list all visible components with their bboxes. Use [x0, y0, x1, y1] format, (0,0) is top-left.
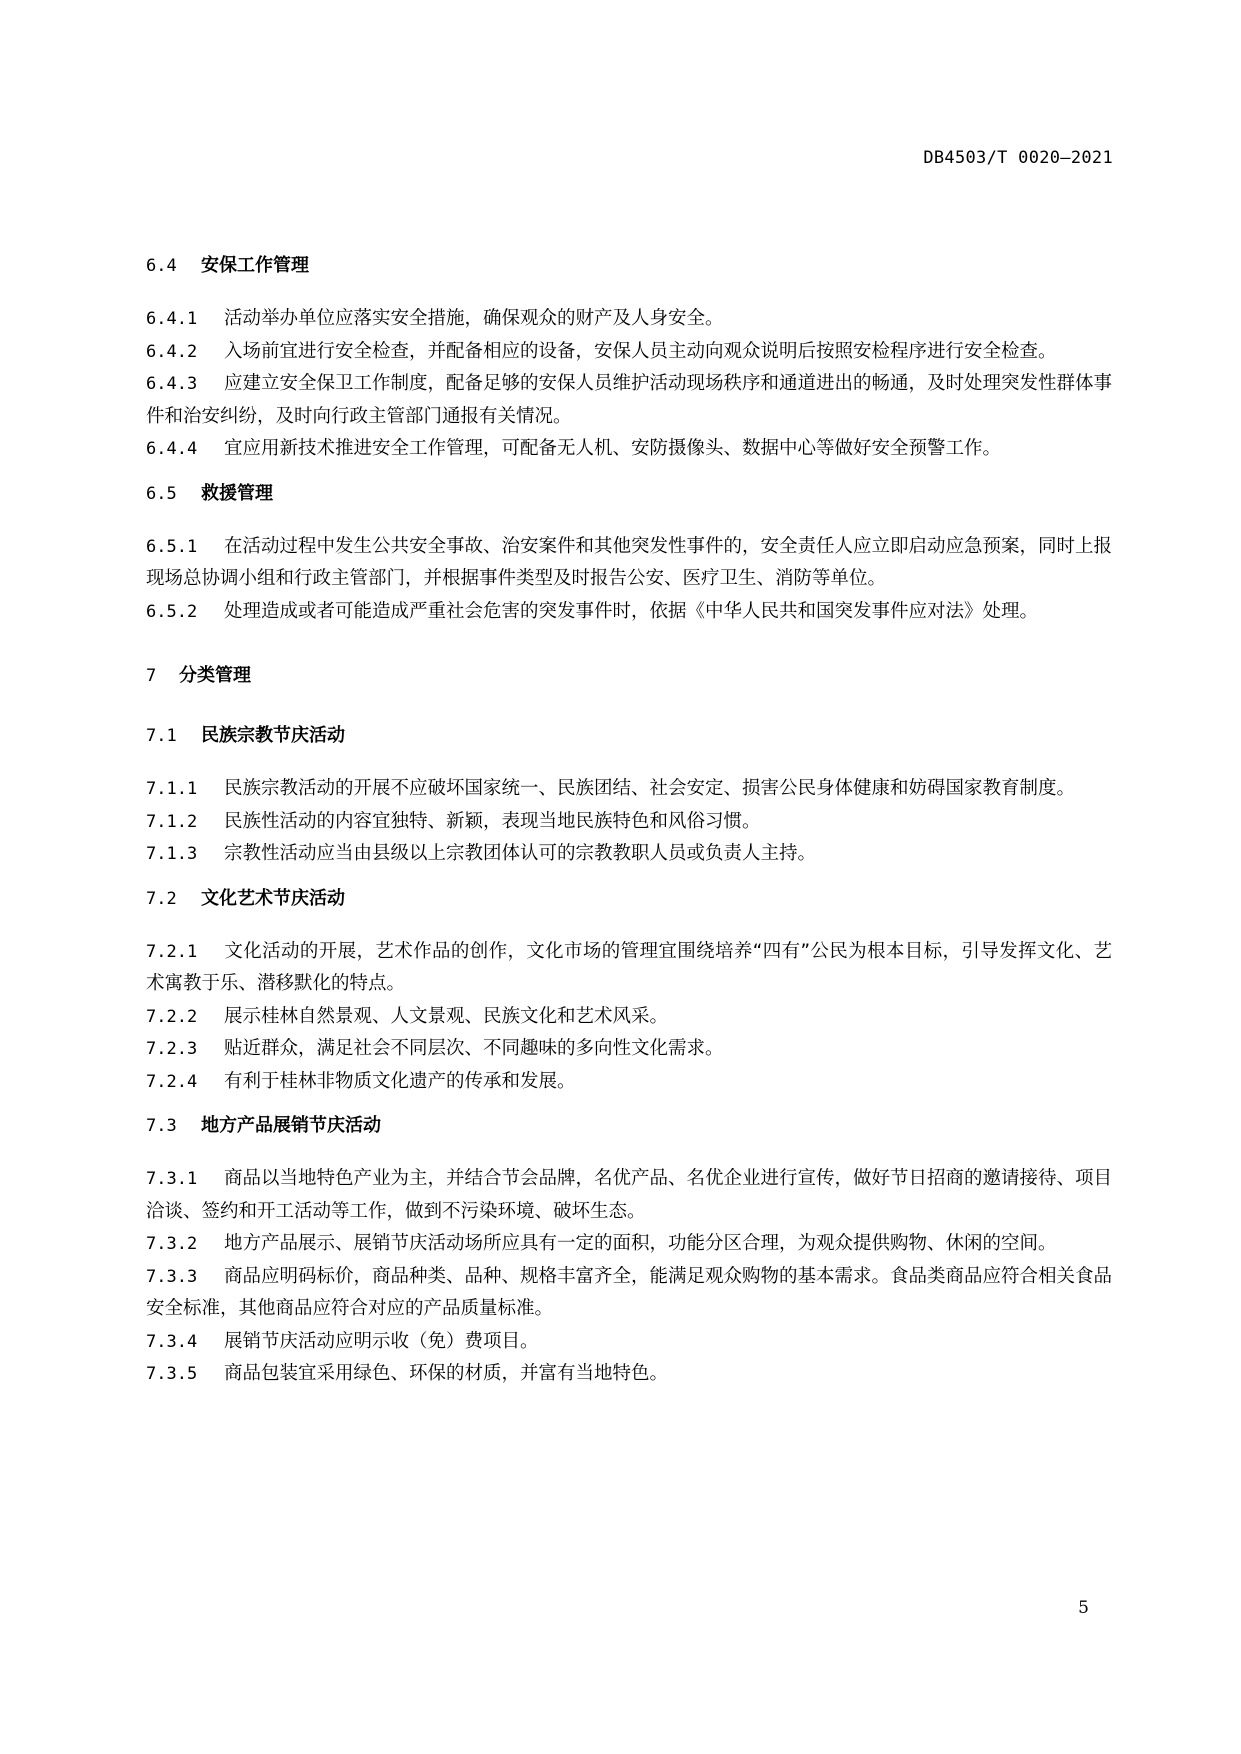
clause-7-2-2 — [146, 1001, 1112, 1034]
document-body — [146, 254, 1112, 1391]
clause-number: 7.3.3 — [146, 1266, 198, 1287]
clause-text: 入场前宜进行安全检查，并配备相应的设备，安保人员主动向观众说明后按照安检程序进行安全检查。 — [224, 340, 1057, 362]
clause-7-3-4 — [146, 1326, 1112, 1359]
clause-text: 展销节庆活动应明示收（免）费项目。 — [224, 1330, 539, 1352]
section-number: 6.4 — [146, 256, 177, 276]
clause-6-5-2 — [146, 596, 1112, 629]
clause-7-2-3 — [146, 1033, 1112, 1066]
clause-text: 宗教性活动应当由县级以上宗教团体认可的宗教教职人员或负责人主持。 — [224, 843, 817, 864]
clause-text: 商品以当地特色产业为主，并结合节会品牌，名优产品、名优企业进行宣传，做好节日招商的邀请接待、项目洽谈、签约和开工活动等工作，做到不污染环境、破坏生态。 — [146, 1168, 1113, 1222]
section-title: 民族宗教节庆活动 — [201, 725, 345, 746]
clause-6-4-1 — [146, 303, 1112, 336]
clause-number: 7.2.4 — [146, 1071, 198, 1092]
clause-7-3-2 — [146, 1228, 1112, 1261]
section-number: 7.3 — [146, 1116, 177, 1136]
section-title: 文化艺术节庆活动 — [201, 887, 345, 909]
clause-number: 7.3.1 — [146, 1169, 198, 1189]
chapter-number: 7 — [146, 666, 157, 686]
clause-7-1-3 — [146, 838, 1112, 871]
section-title: 安保工作管理 — [201, 255, 309, 276]
clause-7-2-4 — [146, 1066, 1112, 1099]
clause-6-5-1 — [146, 531, 1112, 596]
clause-text: 宜应用新技术推进安全工作管理，可配备无人机、安防摄像头、数据中心等做好安全预警工作。 — [224, 438, 1002, 459]
section-heading-6-4 — [146, 254, 1112, 278]
section-title: 地方产品展销节庆活动 — [201, 1115, 381, 1136]
clause-number: 7.1.1 — [146, 779, 198, 799]
clause-text: 有利于桂林非物质文化遗产的传承和发展。 — [224, 1070, 576, 1092]
section-heading-7-3 — [146, 1114, 1112, 1138]
clause-number: 7.2.2 — [146, 1006, 198, 1027]
clause-number: 6.5.1 — [146, 536, 198, 557]
clause-text: 民族宗教活动的开展不应破坏国家统一、民族团结、社会安定、损害公民身体健康和妨碍国家教育制度。 — [224, 778, 1076, 799]
clause-text: 在活动过程中发生公共安全事故、治安案件和其他突发性事件的，安全责任人应立即启动应急预案，同时上报现场总协调小组和行政主管部门，并根据事件类型及时报告公安、医疗卫生、消防等单位。 — [146, 535, 1113, 589]
clause-text: 文化活动的开展，艺术作品的创作，文化市场的管理宜围绕培养“四有”公民为根本目标，引导发挥文化、艺术寓教于乐、潜移默化的特点。 — [146, 940, 1112, 994]
clause-number: 6.5.2 — [146, 601, 198, 622]
clause-7-2-1 — [146, 936, 1112, 1001]
chapter-title: 分类管理 — [179, 665, 251, 686]
section-title: 救援管理 — [201, 482, 273, 504]
section-heading-6-5 — [146, 482, 1112, 506]
document-number: DB4503/T 0020—2021 — [923, 148, 1113, 168]
clause-text: 商品包装宜采用绿色、环保的材质，并富有当地特色。 — [224, 1363, 669, 1384]
clause-7-1-1 — [146, 773, 1112, 806]
clause-text: 民族性活动的内容宜独特、新颖，表现当地民族特色和风俗习惯。 — [224, 810, 761, 832]
clause-6-4-3 — [146, 368, 1112, 433]
clause-number: 6.4.3 — [146, 374, 198, 394]
clause-number: 7.2.1 — [146, 941, 198, 962]
section-number: 7.2 — [146, 888, 177, 909]
clause-number: 7.3.4 — [146, 1331, 198, 1352]
chapter-heading-7 — [146, 664, 1112, 688]
clause-6-4-2 — [146, 336, 1112, 369]
clause-number: 6.4.4 — [146, 439, 198, 459]
clause-number: 6.4.1 — [146, 309, 198, 329]
section-heading-7-1 — [146, 724, 1112, 748]
clause-number: 7.1.3 — [146, 844, 198, 864]
clause-number: 7.2.3 — [146, 1039, 198, 1059]
clause-7-1-2 — [146, 806, 1112, 839]
clause-number: 7.3.2 — [146, 1234, 198, 1254]
clause-text: 商品应明码标价，商品种类、品种、规格丰富齐全，能满足观众购物的基本需求。食品类商品应符合相关食品安全标准，其他商品应符合对应的产品质量标准。 — [146, 1265, 1113, 1319]
clause-text: 应建立安全保卫工作制度，配备足够的安保人员维护活动现场秩序和通道进出的畅通，及时处理突发性群体事件和治安纠纷，及时向行政主管部门通报有关情况。 — [146, 373, 1113, 427]
clause-6-4-4 — [146, 433, 1112, 466]
clause-text: 地方产品展示、展销节庆活动场所应具有一定的面积，功能分区合理，为观众提供购物、休闲的空间。 — [224, 1233, 1057, 1254]
clause-7-3-5 — [146, 1358, 1112, 1391]
clause-7-3-1 — [146, 1163, 1112, 1228]
page-number: 5 — [1078, 1598, 1089, 1618]
clause-7-3-3 — [146, 1261, 1112, 1326]
clause-number: 7.1.2 — [146, 811, 198, 832]
clause-text: 展示桂林自然景观、人文景观、民族文化和艺术风采。 — [224, 1005, 669, 1027]
clause-number: 7.3.5 — [146, 1364, 198, 1384]
clause-text: 贴近群众，满足社会不同层次、不同趣味的多向性文化需求。 — [224, 1038, 724, 1059]
section-heading-7-2 — [146, 887, 1112, 911]
clause-text: 活动举办单位应落实安全措施，确保观众的财产及人身安全。 — [224, 308, 724, 329]
clause-text: 处理造成或者可能造成严重社会危害的突发事件时，依据《中华人民共和国突发事件应对法》处理。 — [224, 600, 1039, 622]
section-number: 6.5 — [146, 483, 177, 504]
section-number: 7.1 — [146, 726, 177, 746]
clause-number: 6.4.2 — [146, 341, 198, 362]
